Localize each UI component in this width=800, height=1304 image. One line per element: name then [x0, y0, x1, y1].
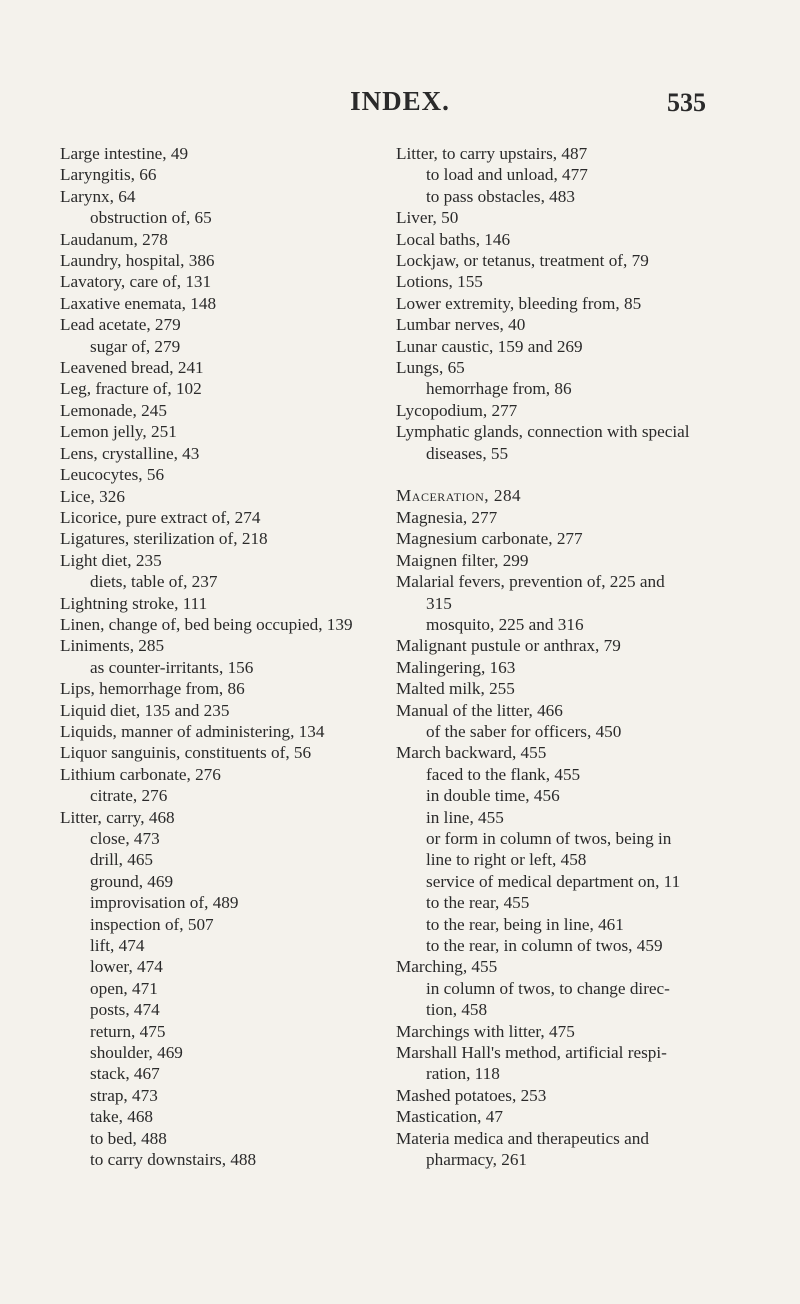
index-entry: Leg, fracture of, 102 [60, 379, 202, 399]
index-subentry: stack, 467 [90, 1064, 160, 1084]
index-entry: Manual of the litter, 466 [396, 700, 563, 720]
index-entry: Liver, 50 [396, 208, 459, 228]
left-index-column [60, 143, 380, 1171]
index-subentry: service of medical department on, 11 [426, 871, 681, 891]
index-entry: Linen, change of, bed being occupied, 139 [60, 614, 353, 634]
index-subentry: lift, 474 [90, 936, 145, 956]
index-entry: Malignant pustule or anthrax, 79 [396, 636, 621, 656]
index-entry: Mashed potatoes, 253 [396, 1085, 547, 1105]
index-subentry: open, 471 [90, 978, 158, 998]
index-entry: Lower extremity, bleeding from, 85 [396, 293, 642, 313]
index-entry: Lemonade, 245 [60, 400, 167, 420]
index-subentry: to bed, 488 [90, 1128, 167, 1148]
page-title: INDEX. [350, 86, 450, 116]
index-entry: Marching, 455 [396, 957, 498, 977]
index-entry: Lips, hemorrhage from, 86 [60, 679, 245, 699]
index-entry: Large intestine, 49 [60, 144, 189, 163]
index-subentry: mosquito, 225 and 316 [426, 614, 584, 634]
index-entry: Laxative enemata, 148 [60, 293, 217, 313]
index-subentry: as counter-irritants, 156 [90, 657, 254, 677]
index-subentry: tion, 458 [426, 1000, 488, 1020]
index-entry: Lithium carbonate, 276 [60, 764, 221, 784]
index-subentry: ration, 118 [426, 1064, 500, 1084]
index-subentry: take, 468 [90, 1107, 154, 1127]
index-entry: Mastication, 47 [396, 1107, 503, 1127]
index-entry: Materia medica and therapeutics and [396, 1128, 649, 1148]
index-entry: Lungs, 65 [396, 358, 465, 378]
index-subentry: line to right or left, 458 [426, 850, 587, 870]
index-entry: Marshall Hall's method, artificial respi- [396, 1043, 667, 1063]
index-subentry: sugar of, 279 [90, 336, 181, 356]
index-entry: Lightning stroke, 111 [60, 593, 208, 613]
index-subentry: close, 473 [90, 829, 160, 848]
index-subentry: drill, 465 [90, 850, 154, 870]
index-subentry: faced to the flank, 455 [426, 764, 581, 784]
index-entry: Magnesia, 277 [396, 507, 498, 527]
index-subentry: in line, 455 [426, 807, 504, 827]
index-entry: Lead acetate, 279 [60, 315, 181, 335]
index-subentry: 315 [426, 593, 452, 613]
index-entry: Lumbar nerves, 40 [396, 315, 526, 335]
index-subentry: to the rear, 455 [426, 893, 530, 913]
index-entry: Lockjaw, or tetanus, treatment of, 79 [396, 251, 649, 271]
index-subentry: diseases, 55 [426, 443, 509, 463]
section-gap [396, 464, 716, 485]
index-entry: Lens, crystalline, 43 [60, 443, 200, 463]
index-entry: Litter, carry, 468 [60, 807, 175, 827]
index-subentry: to carry downstairs, 488 [90, 1150, 257, 1170]
index-entry: Malarial fevers, prevention of, 225 and [396, 572, 665, 592]
index-subentry: to load and unload, 477 [426, 165, 588, 185]
index-entry: Lunar caustic, 159 and 269 [396, 336, 583, 356]
index-subentry: shoulder, 469 [90, 1043, 183, 1063]
index-subentry: to the rear, in column of twos, 459 [426, 936, 663, 956]
index-entry: Licorice, pure extract of, 274 [60, 507, 261, 527]
index-entry: Lymphatic glands, connection with special [396, 422, 690, 442]
index-entry: Lice, 326 [60, 486, 125, 506]
index-entry: Laundry, hospital, 386 [60, 251, 215, 271]
index-subentry: pharmacy, 261 [426, 1150, 528, 1170]
index-subentry: improvisation of, 489 [90, 893, 239, 913]
index-subentry: hemorrhage from, 86 [426, 379, 572, 399]
index-subentry: diets, table of, 237 [90, 572, 218, 592]
index-subentry: to pass obstacles, 483 [426, 186, 575, 206]
index-entry: Lavatory, care of, 131 [60, 272, 212, 292]
index-entry: Leavened bread, 241 [60, 358, 204, 378]
index-entry: March backward, 455 [396, 743, 547, 763]
index-entry: Malted milk, 255 [396, 679, 515, 699]
right-index-column [396, 143, 716, 1170]
index-entry: Leucocytes, 56 [60, 465, 165, 485]
index-subentry: return, 475 [90, 1021, 166, 1041]
index-entry: Maceration, 284 [396, 486, 522, 506]
index-entry: Marchings with litter, 475 [396, 1021, 575, 1041]
index-entry: Liquids, manner of administering, 134 [60, 721, 325, 741]
index-entry: Litter, to carry upstairs, 487 [396, 144, 588, 163]
index-entry: Laudanum, 278 [60, 229, 168, 249]
index-subentry: lower, 474 [90, 957, 163, 977]
index-entry: Magnesium carbonate, 277 [396, 529, 583, 549]
index-subentry: or form in column of twos, being in [426, 828, 672, 848]
index-entry: Lycopodium, 277 [396, 400, 518, 420]
page-number: 535 [667, 88, 706, 117]
index-entry: Malingering, 163 [396, 657, 516, 677]
index-subentry: posts, 474 [90, 1000, 160, 1020]
index-subentry: of the saber for officers, 450 [426, 721, 622, 741]
index-subentry: in double time, 456 [426, 786, 560, 806]
index-entry: Laryngitis, 66 [60, 165, 157, 185]
index-entry: Liquor sanguinis, constituents of, 56 [60, 743, 312, 763]
index-entry: Larynx, 64 [60, 186, 136, 206]
index-subentry: citrate, 276 [90, 786, 168, 806]
index-entry: Liquid diet, 135 and 235 [60, 700, 230, 720]
index-subentry: strap, 473 [90, 1085, 158, 1105]
index-subentry: in column of twos, to change direc- [426, 978, 670, 998]
index-entry: Lotions, 155 [396, 272, 483, 292]
index-entry: Lemon jelly, 251 [60, 422, 177, 442]
index-subentry: to the rear, being in line, 461 [426, 914, 624, 934]
index-entry: Local baths, 146 [396, 229, 511, 249]
index-entry: Ligatures, sterilization of, 218 [60, 529, 268, 549]
index-entry: Light diet, 235 [60, 550, 162, 570]
index-entry: Liniments, 285 [60, 636, 165, 656]
index-subentry: obstruction of, 65 [90, 208, 212, 228]
index-subentry: ground, 469 [90, 871, 174, 891]
index-subentry: inspection of, 507 [90, 914, 214, 934]
index-entry: Maignen filter, 299 [396, 550, 529, 570]
